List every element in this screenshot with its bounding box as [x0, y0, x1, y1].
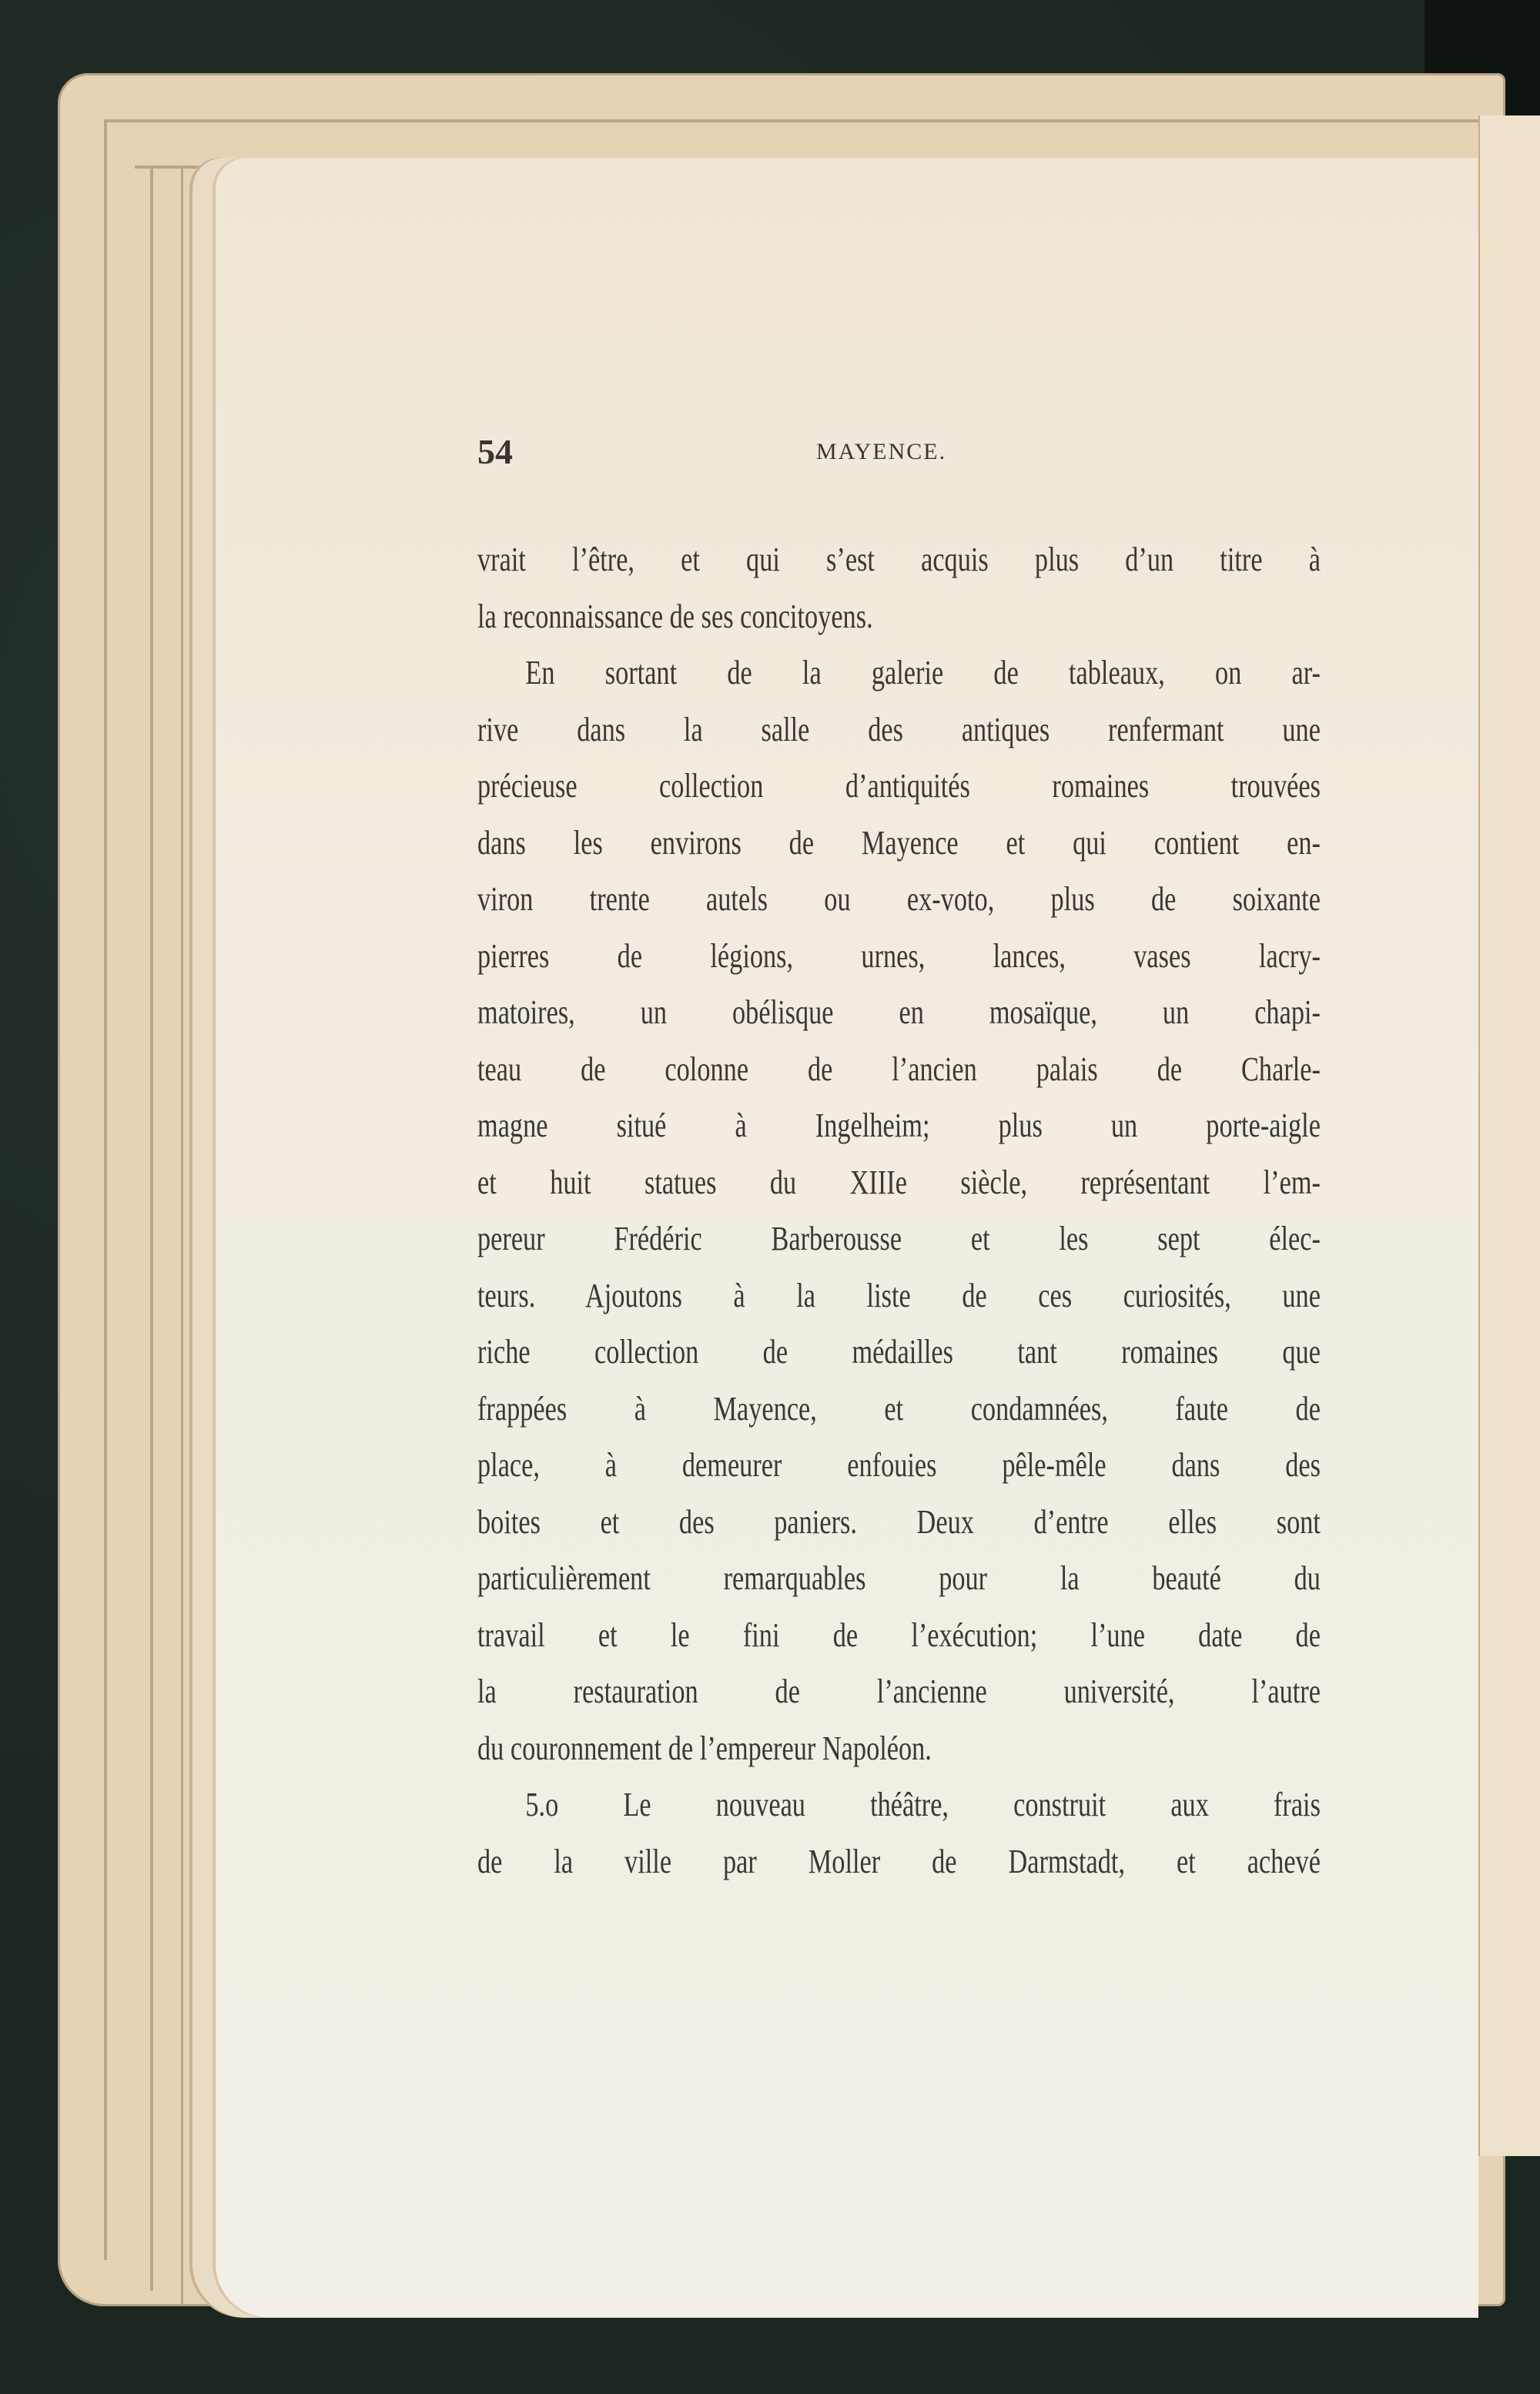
text-line: dans les environs de Mayence et qui contient en- [477, 823, 1321, 862]
page-edge-line [104, 119, 1505, 122]
text-line: frappées à Mayence, et condamnées, faute de [477, 1389, 1321, 1428]
text-line: pereur Frédéric Barberousse et les sept élec- [477, 1220, 1321, 1257]
text-line: viron trente autels ou ex-voto, plus de soixante [477, 880, 1321, 918]
text-line: du couronnement de l’empereur Napoléon. [477, 1729, 932, 1767]
text-line: boites et des paniers. Deux d’entre elles sont [477, 1502, 1321, 1541]
body-text [477, 531, 1321, 1890]
running-title: MAYENCE. [816, 439, 947, 464]
page-number: 54 [477, 432, 513, 471]
text-line: rive dans la salle des antiques renfermant une [477, 710, 1321, 748]
text-line: et huit statues du XIIIe siècle, représentant l’em- [477, 1163, 1321, 1201]
text-line: la restauration de l’ancienne université, l’autre [477, 1672, 1321, 1710]
page-edge-line [181, 166, 183, 2306]
running-head [477, 431, 1324, 477]
text-line: teurs. Ajoutons à la liste de ces curiosités, une [477, 1276, 1321, 1314]
text-line: 5.o Le nouveau théâtre, construit aux frais [525, 1786, 1321, 1823]
text-line: pierres de légions, urnes, lances, vases lacry- [477, 936, 1321, 975]
page-edge-line [150, 166, 153, 2291]
text-line: teau de colonne de l’ancien palais de Charle- [477, 1050, 1321, 1088]
text-line: place, à demeurer enfouies pêle-mêle dans des [477, 1446, 1321, 1484]
text-line: travail et le fini de l’exécution; l’une date de [477, 1616, 1321, 1654]
text-line: de la ville par Moller de Darmstadt, et achevé [477, 1842, 1321, 1880]
text-line: magne situé à Ingelheim; plus un porte-aigle [477, 1107, 1321, 1144]
text-line: la reconnaissance de ses concitoyens. [477, 597, 873, 635]
text-line: vrait l’être, et qui s’est acquis plus d’un titre à [477, 541, 1321, 578]
text-line: particulièrement remarquables pour la beauté du [477, 1559, 1321, 1597]
facing-page-edge [1478, 116, 1540, 2156]
text-line: En sortant de la galerie de tableaux, on ar- [525, 654, 1321, 691]
page-edge-line [104, 119, 107, 2260]
text-line: riche collection de médailles tant romaines que [477, 1333, 1321, 1371]
text-line: matoires, un obélisque en mosaïque, un chapi- [477, 993, 1321, 1031]
text-line: précieuse collection d’antiquités romaines trouvées [477, 767, 1321, 805]
